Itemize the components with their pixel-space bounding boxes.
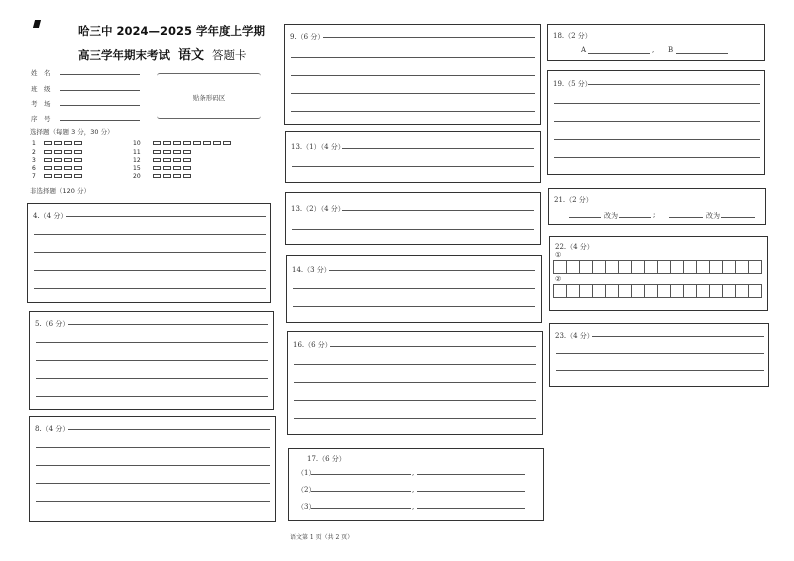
mc-bubble[interactable] [153, 150, 161, 154]
mc-number: 12 [133, 156, 141, 164]
answer-line [554, 103, 760, 104]
answer-line [294, 382, 536, 383]
answer-line [293, 306, 535, 307]
grid-cell[interactable] [579, 284, 593, 298]
mc-bubble[interactable] [213, 141, 221, 145]
mc-bubble[interactable] [64, 174, 72, 178]
grid-cell[interactable] [722, 284, 736, 298]
answer-line [311, 508, 411, 509]
mc-bubble[interactable] [44, 141, 52, 145]
mc-bubble[interactable] [54, 166, 62, 170]
mc-bubble[interactable] [183, 141, 191, 145]
answer-line [294, 364, 536, 365]
grid-cell[interactable] [735, 260, 749, 274]
grid-cell[interactable] [683, 260, 697, 274]
subject-name: 语文 [178, 48, 205, 63]
answer-line [68, 324, 268, 325]
answer-box-q23[interactable] [549, 323, 769, 387]
mc-number: 3 [32, 156, 36, 164]
q21-change-2: 改为 [706, 212, 720, 220]
mc-bubble[interactable] [74, 174, 82, 178]
answer-line [36, 501, 270, 502]
answer-line [592, 336, 764, 337]
q14-label: 14.（3 分） [292, 266, 331, 274]
answer-line [554, 157, 760, 158]
mc-row[interactable] [133, 172, 193, 180]
grid-cell[interactable] [592, 284, 606, 298]
q17-sep: , [412, 503, 415, 511]
answer-line [569, 217, 601, 218]
q17-label: 17.（6 分） [307, 455, 346, 463]
student-field-room-line [60, 105, 140, 106]
student-field-class: 班 级 [31, 85, 51, 93]
answer-line [68, 429, 270, 430]
answer-line [36, 360, 268, 361]
grid-cell[interactable] [618, 284, 632, 298]
mc-bubble[interactable] [173, 158, 181, 162]
mc-title: 选择题（每题 3 分，30 分） [30, 128, 114, 136]
mc-row[interactable] [133, 156, 193, 164]
answer-line [721, 217, 755, 218]
mc-number: 6 [32, 164, 36, 172]
answer-line [330, 346, 536, 347]
answer-line [292, 166, 534, 167]
q4-label: 4.（4 分） [33, 212, 68, 220]
answer-line [293, 288, 535, 289]
mc-bubble[interactable] [54, 174, 62, 178]
mc-row[interactable] [32, 139, 84, 147]
mc-bubble[interactable] [44, 166, 52, 170]
corner-mark [33, 20, 41, 28]
q17-item-1: （1） [297, 469, 316, 477]
q21-change-1: 改为 [604, 212, 618, 220]
answer-line [66, 216, 266, 217]
answer-line [34, 252, 266, 253]
mc-bubble[interactable] [193, 141, 201, 145]
answer-box-q13-2[interactable] [285, 192, 541, 245]
student-field-seat: 序 号 [31, 115, 51, 123]
mc-bubble[interactable] [44, 150, 52, 154]
mc-number: 1 [32, 139, 36, 147]
grid-cell[interactable] [553, 260, 567, 274]
q18-label: 18.（2 分） [553, 32, 592, 40]
grid-cell[interactable] [683, 284, 697, 298]
mc-row[interactable] [32, 172, 84, 180]
mc-number: 20 [133, 172, 141, 180]
q23-label: 23.（4 分） [555, 332, 594, 340]
answer-line [34, 234, 266, 235]
answer-box-q8[interactable] [29, 416, 276, 522]
exam-subtitle-a: 高三学年期末考试 [78, 48, 170, 62]
q13-2-label: 13.（2）（4 分） [291, 205, 345, 213]
answer-box-q18[interactable] [547, 24, 765, 61]
answer-line [417, 491, 525, 492]
q9-label: 9.（6 分） [290, 33, 325, 41]
grid-cell[interactable] [618, 260, 632, 274]
answer-line [34, 270, 266, 271]
q13-1-label: 13.（1）（4 分） [291, 143, 345, 151]
mc-bubble[interactable] [44, 158, 52, 162]
answer-box-q21[interactable] [548, 188, 766, 225]
student-field-name-line [60, 74, 140, 75]
exam-title: 哈三中 2024—2025 学年度上学期 [78, 24, 266, 38]
mc-bubble[interactable] [183, 158, 191, 162]
answer-line [36, 378, 268, 379]
grid-cell[interactable] [735, 284, 749, 298]
answer-box-q9[interactable] [284, 24, 541, 125]
answer-line [342, 210, 534, 211]
grid-cell[interactable] [592, 260, 606, 274]
grid-cell[interactable] [631, 284, 645, 298]
mc-row[interactable] [133, 148, 193, 156]
answer-line [36, 465, 270, 466]
mc-bubble[interactable] [74, 158, 82, 162]
answer-line [417, 508, 525, 509]
mc-bubble[interactable] [153, 166, 161, 170]
q18-sep: , [652, 46, 655, 54]
mc-row[interactable] [133, 139, 233, 147]
answer-line [36, 396, 268, 397]
answer-line [554, 139, 760, 140]
q21-sep: ; [653, 211, 656, 219]
answer-line [294, 400, 536, 401]
grid-cell[interactable] [644, 260, 658, 274]
mc-number: 2 [32, 148, 36, 156]
grid-cell[interactable] [605, 260, 619, 274]
non-mc-title: 非选择题（120 分） [30, 187, 90, 195]
mc-bubble[interactable] [64, 158, 72, 162]
answer-line [342, 148, 534, 149]
answer-line [619, 217, 651, 218]
answer-box-q14[interactable] [286, 255, 542, 323]
exam-subtitle-b: 答题卡 [212, 48, 247, 62]
mc-number: 10 [133, 139, 141, 147]
mc-bubble[interactable] [44, 174, 52, 178]
answer-box-q19[interactable] [547, 70, 765, 175]
answer-line [311, 491, 411, 492]
answer-line [34, 288, 266, 289]
mc-bubble[interactable] [163, 166, 171, 170]
answer-line [676, 53, 728, 54]
grid-cell[interactable] [670, 260, 684, 274]
grid-cell[interactable] [566, 284, 580, 298]
q22-grid-1[interactable] [553, 260, 762, 274]
answer-line [291, 93, 535, 94]
answer-box-q16[interactable] [287, 331, 543, 435]
mc-row[interactable] [32, 156, 84, 164]
mc-bubble[interactable] [183, 166, 191, 170]
mc-bubble[interactable] [173, 166, 181, 170]
grid-cell[interactable] [579, 260, 593, 274]
answer-line [556, 353, 764, 354]
mc-bubble[interactable] [153, 158, 161, 162]
answer-line [323, 37, 535, 38]
answer-line [36, 447, 270, 448]
answer-line [329, 270, 535, 271]
answer-line [291, 111, 535, 112]
q16-label: 16.（6 分） [293, 341, 332, 349]
mc-bubble[interactable] [183, 174, 191, 178]
grid-cell[interactable] [553, 284, 567, 298]
grid-cell[interactable] [709, 284, 723, 298]
mc-bubble[interactable] [74, 166, 82, 170]
q22-label: 22.（4 分） [555, 243, 594, 251]
answer-box-q17[interactable] [288, 448, 544, 521]
mc-bubble[interactable] [54, 141, 62, 145]
exam-subtitle [78, 44, 247, 63]
grid-cell[interactable] [696, 260, 710, 274]
student-field-seat-line [60, 120, 140, 121]
mc-number: 7 [32, 172, 36, 180]
mc-number: 15 [133, 164, 141, 172]
q18-b-label: B [668, 46, 674, 54]
q22-mark-2: ② [555, 275, 562, 283]
mc-number: 11 [133, 148, 141, 156]
grid-cell[interactable] [566, 260, 580, 274]
student-field-class-line [60, 90, 140, 91]
answer-line [554, 121, 760, 122]
grid-cell[interactable] [670, 284, 684, 298]
answer-line [291, 75, 535, 76]
answer-line [588, 53, 650, 54]
mc-row[interactable] [32, 148, 84, 156]
barcode-label: 贴条形码区 [192, 94, 226, 102]
mc-bubble[interactable] [153, 174, 161, 178]
answer-box-q4[interactable] [27, 203, 271, 303]
mc-bubble[interactable] [173, 141, 181, 145]
mc-bubble[interactable] [183, 150, 191, 154]
answer-line [36, 483, 270, 484]
q17-item-3: （3） [297, 503, 316, 511]
q22-grid-2[interactable] [553, 284, 762, 298]
grid-cell[interactable] [748, 260, 762, 274]
answer-line [556, 370, 764, 371]
answer-box-q5[interactable] [29, 311, 274, 410]
mc-bubble[interactable] [74, 141, 82, 145]
grid-cell[interactable] [748, 284, 762, 298]
mc-bubble[interactable] [163, 150, 171, 154]
mc-bubble[interactable] [173, 174, 181, 178]
student-field-name: 姓 名 [31, 69, 51, 77]
page-footer: 语文第 1 页（共 2 页） [290, 534, 354, 541]
mc-bubble[interactable] [64, 166, 72, 170]
grid-cell[interactable] [644, 284, 658, 298]
grid-cell[interactable] [709, 260, 723, 274]
answer-line [417, 474, 525, 475]
answer-box-q22[interactable] [549, 236, 768, 311]
q18-a-label: A [581, 46, 587, 54]
q17-sep: , [412, 469, 415, 477]
q19-label: 19.（5 分） [553, 80, 592, 88]
mc-bubble[interactable] [163, 158, 171, 162]
answer-line [36, 342, 268, 343]
mc-bubble[interactable] [153, 141, 161, 145]
q22-mark-1: ① [555, 251, 562, 259]
q8-label: 8.（4 分） [35, 425, 70, 433]
answer-line [291, 57, 535, 58]
mc-bubble[interactable] [54, 150, 62, 154]
mc-bubble[interactable] [54, 158, 62, 162]
mc-bubble[interactable] [163, 141, 171, 145]
mc-bubble[interactable] [64, 141, 72, 145]
mc-bubble[interactable] [223, 141, 231, 145]
answer-line [292, 229, 534, 230]
q5-label: 5.（6 分） [35, 320, 70, 328]
mc-bubble[interactable] [74, 150, 82, 154]
answer-line [669, 217, 703, 218]
mc-bubble[interactable] [163, 174, 171, 178]
mc-row[interactable] [32, 164, 84, 172]
mc-row[interactable] [133, 164, 193, 172]
answer-box-q13-1[interactable] [285, 131, 541, 183]
answer-line [311, 474, 411, 475]
q17-item-2: （2） [297, 486, 316, 494]
grid-cell[interactable] [605, 284, 619, 298]
student-field-room: 考 场 [31, 100, 51, 108]
grid-cell[interactable] [722, 260, 736, 274]
q17-sep: , [412, 486, 415, 494]
q21-label: 21.（2 分） [554, 196, 593, 204]
answer-line [294, 418, 536, 419]
mc-bubble[interactable] [173, 150, 181, 154]
grid-cell[interactable] [657, 260, 671, 274]
grid-cell[interactable] [631, 260, 645, 274]
grid-cell[interactable] [657, 284, 671, 298]
mc-bubble[interactable] [64, 150, 72, 154]
grid-cell[interactable] [696, 284, 710, 298]
mc-bubble[interactable] [203, 141, 211, 145]
barcode-area [157, 73, 261, 119]
answer-line [588, 84, 760, 85]
